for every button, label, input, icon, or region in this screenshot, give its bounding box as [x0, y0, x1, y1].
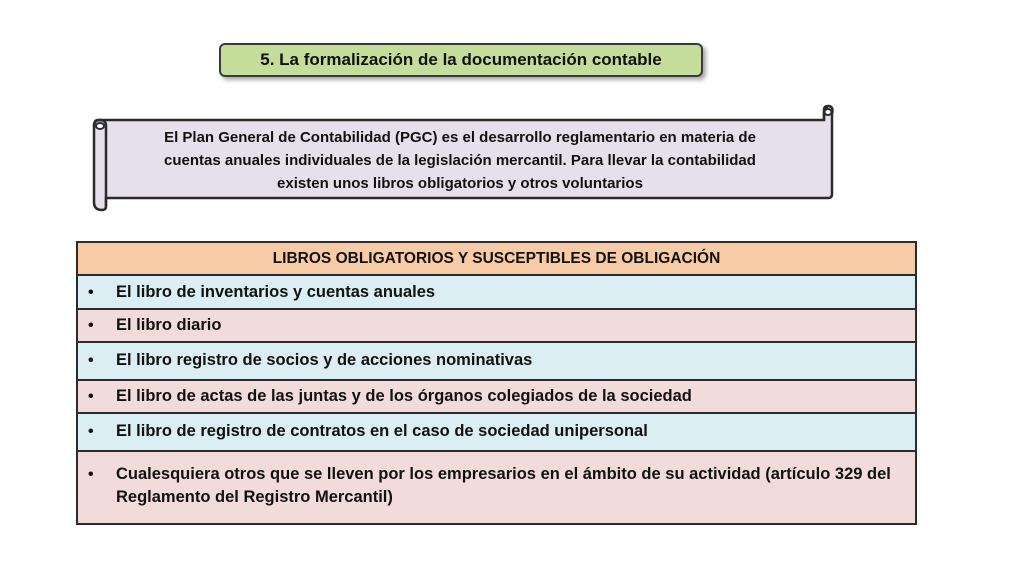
row-text: Cualesquiera otros que se lleven por los empresarios en el ámbito de su actividad (artículo 329 del Reglamento del Registro Mercantil): [116, 465, 891, 506]
scroll-text: [112, 126, 808, 195]
table-row: [78, 414, 915, 452]
books-table: [76, 241, 917, 525]
table-row: [78, 381, 915, 414]
row-text: El libro de actas de las juntas y de los órganos colegiados de la sociedad: [116, 387, 692, 405]
table-row: [78, 310, 915, 343]
bullet: •: [88, 466, 94, 483]
table-row: [78, 276, 915, 310]
scroll-line: cuentas anuales individuales de la legislación mercantil. Para llevar la contabilidad: [164, 152, 756, 169]
row-text: El libro de registro de contratos en el caso de sociedad unipersonal: [116, 422, 648, 440]
table-row: [78, 343, 915, 381]
table-header: LIBROS OBLIGATORIOS Y SUSCEPTIBLES DE OBLIGACIÓN: [78, 243, 915, 276]
table-row: [78, 452, 915, 523]
row-text: El libro de inventarios y cuentas anuales: [116, 283, 436, 301]
page-title: 5. La formalización de la documentación contable: [219, 43, 703, 77]
bullet: •: [88, 317, 94, 334]
row-text: El libro diario: [116, 316, 222, 334]
row-text: El libro registro de socios y de acciones nominativas: [116, 351, 533, 369]
bullet: •: [88, 388, 94, 405]
bullet: •: [88, 284, 94, 301]
scroll-line: El Plan General de Contabilidad (PGC) es el desarrollo reglamentario en materia de: [164, 129, 756, 146]
bullet: •: [88, 423, 94, 440]
bullet: •: [88, 352, 94, 369]
scroll-line: existen unos libros obligatorios y otros voluntarios: [277, 175, 643, 192]
